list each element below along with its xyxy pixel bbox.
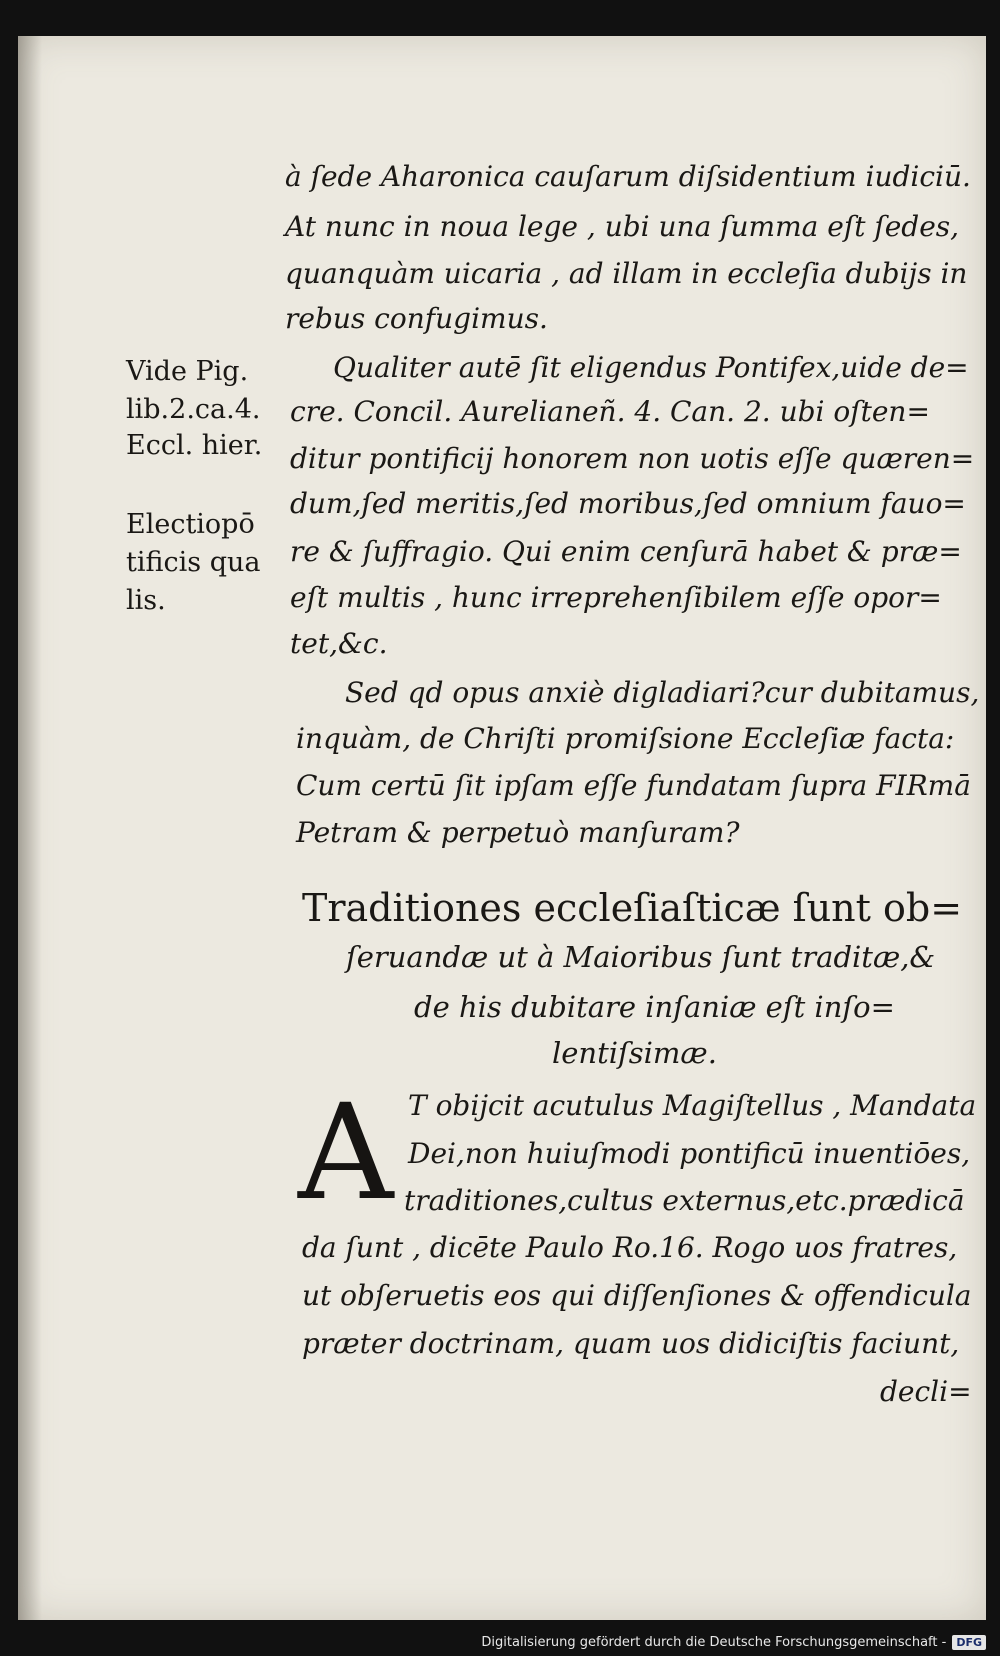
section-heading: de his dubitare inſaniæ eſt inſo= — [414, 990, 895, 1024]
body-line: re & ſuffragio. Qui enim cenſurā habet & præ= — [290, 535, 962, 568]
body-line: Qualiter autē ſit eligendus Pontifex,uide de= — [333, 351, 969, 384]
body-line: Sed qd opus anxiè digladiari?cur dubitamus, — [345, 676, 980, 709]
margin-note: Vide Pig. — [126, 356, 249, 387]
body-line: rebus confugimus. — [285, 302, 548, 335]
drop-cap-initial: A — [298, 1076, 394, 1230]
body-line: T obijcit acutulus Magiſtellus , Mandata — [408, 1089, 977, 1122]
body-line: At nunc in noua lege , ubi una ſumma eſt ſedes, — [285, 210, 960, 243]
digitization-credit — [481, 1635, 986, 1650]
margin-note: Electiopō — [126, 509, 255, 540]
body-line: eſt multis , hunc irreprehenſibilem eſſe opor= — [290, 581, 942, 614]
body-line: Cum certū ſit ipſam eſſe fundatam ſupra FIRmā — [296, 769, 971, 802]
body-line: tet,&c. — [290, 627, 388, 660]
body-line: dum,ſed meritis,ſed moribus,ſed omnium fauo= — [290, 487, 966, 520]
section-heading: Traditiones eccleſiaſticæ ſunt ob= — [302, 886, 963, 930]
body-line: da ſunt , dicēte Paulo Ro.16. Rogo uos fratres, — [302, 1231, 958, 1264]
page-edge-shadow — [18, 36, 42, 1620]
margin-note: Eccl. hier. — [126, 430, 263, 461]
credit-text: Digitalisierung gefördert durch die Deutsche Forschungsgemeinschaft - — [481, 1635, 947, 1650]
body-line: cre. Concil. Aurelianeñ. 4. Can. 2. ubi oſten= — [290, 395, 930, 428]
margin-note: tificis qua — [126, 547, 261, 578]
dfg-logo-icon: DFG — [952, 1635, 986, 1650]
body-line: traditiones,cultus externus,etc.prædicā — [404, 1184, 965, 1217]
margin-note: lib.2.ca.4. — [126, 394, 261, 425]
body-line: præter doctrinam, quam uos didiciſtis faciunt, — [302, 1327, 960, 1360]
section-heading: ſeruandæ ut à Maioribus ſunt traditæ,& — [346, 940, 936, 974]
section-heading: lentiſsimæ. — [552, 1036, 717, 1070]
body-line: Dei,non huiuſmodi pontificū inuentiōes, — [408, 1137, 971, 1170]
body-line: decli= — [880, 1375, 972, 1408]
body-line: Petram & perpetuò manſuram? — [296, 816, 740, 849]
body-line: quanquàm uicaria , ad illam in eccleſia dubijs in — [285, 257, 968, 290]
body-line: ditur pontificij honorem non uotis eſſe quæren= — [290, 442, 975, 475]
margin-note: lis. — [126, 585, 166, 616]
body-line: ut obſeruetis eos qui diſſenſiones & offendicula — [302, 1279, 972, 1312]
body-line: à ſede Aharonica cauſarum diſsidentium iudiciū. — [285, 160, 971, 193]
body-line: inquàm, de Chriſti promiſsione Eccleſiæ facta: — [296, 722, 955, 755]
